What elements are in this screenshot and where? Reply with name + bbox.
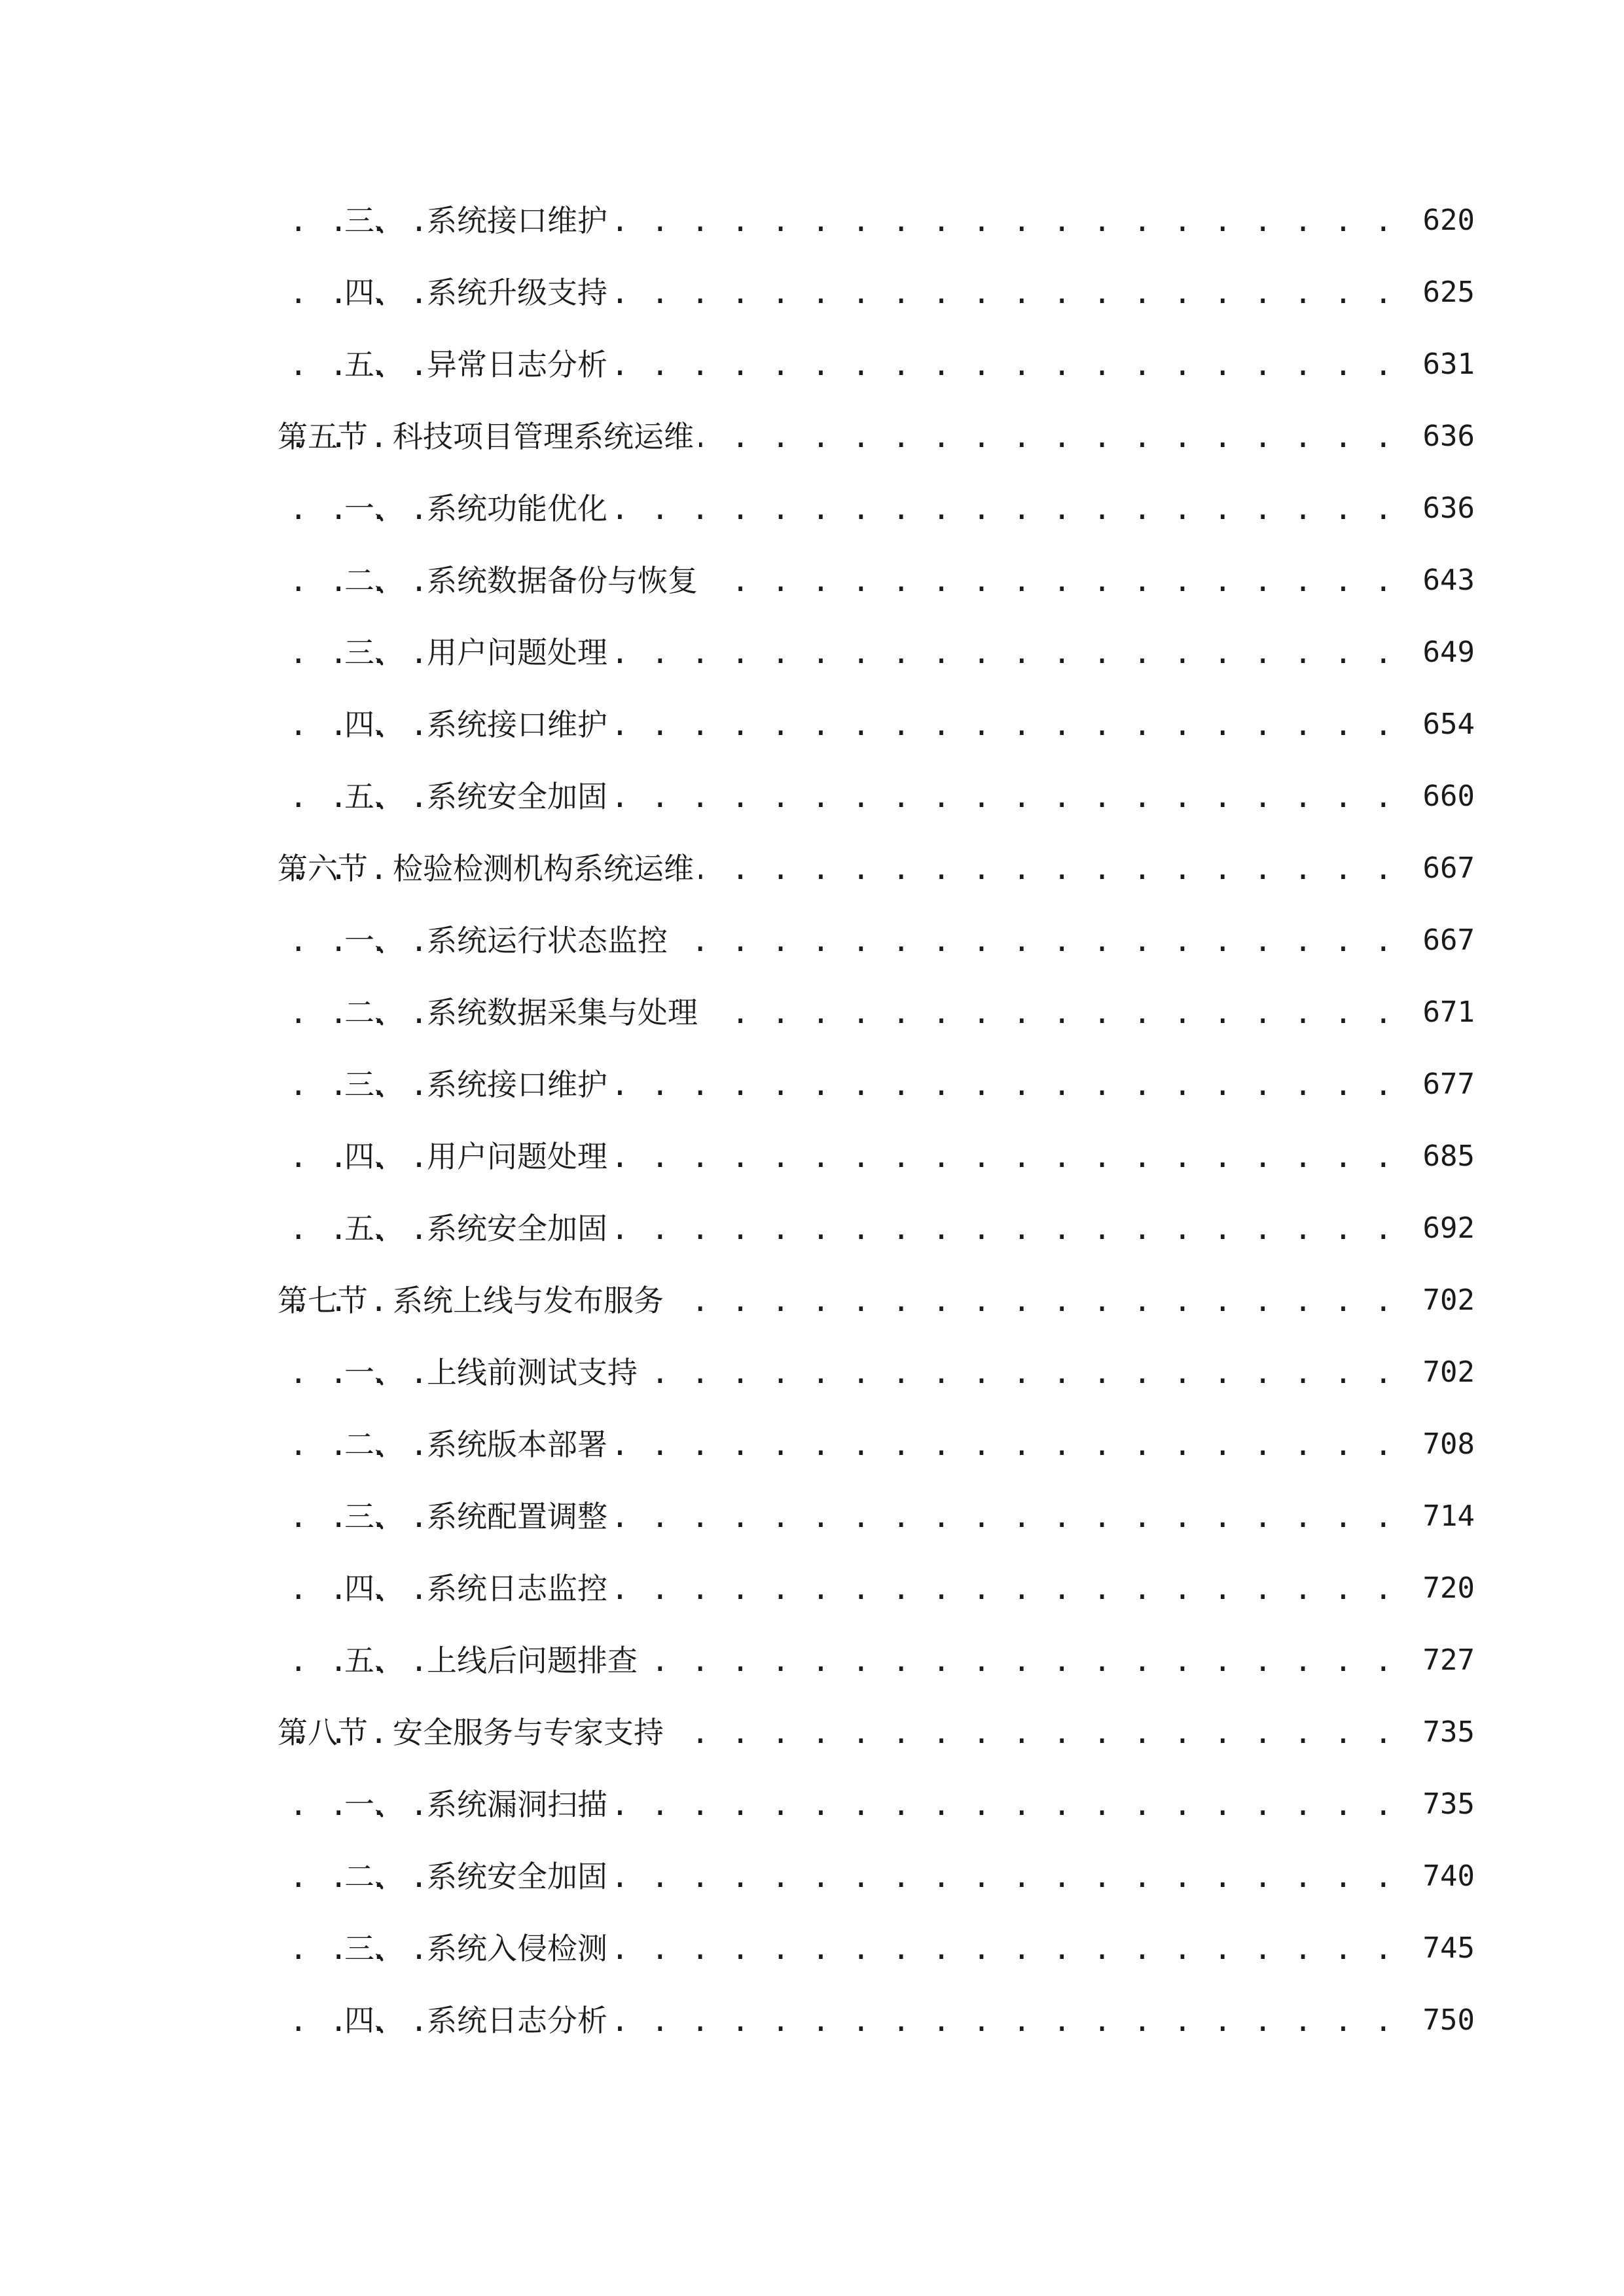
toc-entry-number: 五、 xyxy=(344,779,405,814)
toc-entry-number: 四、 xyxy=(344,275,405,310)
toc-entry-number: 二、 xyxy=(344,995,405,1030)
toc-entry[interactable] xyxy=(0,1624,1624,1696)
toc-entry-page: 720 xyxy=(1400,1552,1475,1624)
toc-entry-page: 643 xyxy=(1400,545,1475,617)
toc-entry-number: 一、 xyxy=(344,491,405,526)
toc-entry-number: 三、 xyxy=(344,1931,405,1966)
toc-section-entry[interactable] xyxy=(0,833,1624,905)
toc-entry-page: 677 xyxy=(1400,1049,1475,1121)
toc-entry-title: 系统升级支持 xyxy=(427,257,613,329)
toc-entry-page: 671 xyxy=(1400,977,1475,1049)
toc-entry-title: 系统运行状态监控 xyxy=(427,905,673,977)
toc-entry-page: 636 xyxy=(1400,401,1475,473)
toc-entry-title: 系统数据备份与恢复 xyxy=(427,545,703,617)
toc-entry-title: 系统入侵检测 xyxy=(427,1912,613,1984)
toc-entry-title: 系统上线与发布服务 xyxy=(393,1265,669,1336)
toc-entry-number: 一、 xyxy=(344,923,405,958)
toc-entry-title: 系统接口维护 xyxy=(427,185,613,257)
toc-entry-title: 异常日志分析 xyxy=(427,329,613,401)
toc-entry-title: 系统功能优化 xyxy=(427,473,613,545)
toc-entry[interactable] xyxy=(0,329,1624,401)
toc-entry-page: 685 xyxy=(1400,1121,1475,1193)
toc-entry-number: 第七节 xyxy=(278,1283,368,1318)
toc-entry-page: 745 xyxy=(1400,1912,1475,1984)
toc-entry-title: 系统版本部署 xyxy=(427,1408,613,1480)
toc-entry[interactable] xyxy=(0,1984,1624,2056)
toc-entry[interactable] xyxy=(0,689,1624,761)
toc-entry-title: 系统接口维护 xyxy=(427,689,613,761)
toc-entry-page: 654 xyxy=(1400,689,1475,761)
toc-entry-page: 714 xyxy=(1400,1480,1475,1552)
toc-entry-title: 系统漏洞扫描 xyxy=(427,1768,613,1840)
toc-entry-page: 750 xyxy=(1400,1984,1475,2056)
toc-entry[interactable] xyxy=(0,761,1624,833)
toc-entry-title: 系统配置调整 xyxy=(427,1480,613,1552)
toc-entry-title: 上线后问题排查 xyxy=(427,1624,643,1696)
toc-entry-page: 667 xyxy=(1400,905,1475,977)
toc-entry-page: 649 xyxy=(1400,617,1475,689)
toc-entry[interactable] xyxy=(0,545,1624,617)
toc-section-entry[interactable] xyxy=(0,1696,1624,1768)
toc-entry-page: 708 xyxy=(1400,1408,1475,1480)
toc-entry-number: 三、 xyxy=(344,1067,405,1102)
toc-entry-number: 第六节 xyxy=(278,851,368,886)
toc-entry-number: 三、 xyxy=(344,203,405,238)
toc-entry-title: 安全服务与专家支持 xyxy=(393,1696,669,1768)
toc-entry-number: 四、 xyxy=(344,1571,405,1606)
toc-section-entry[interactable] xyxy=(0,1265,1624,1336)
toc-entry-page: 660 xyxy=(1400,761,1475,833)
toc-entry[interactable] xyxy=(0,1840,1624,1912)
toc-entry[interactable] xyxy=(0,1408,1624,1480)
toc-entry[interactable] xyxy=(0,1480,1624,1552)
toc-entry-title: 系统数据采集与处理 xyxy=(427,977,703,1049)
toc-entry[interactable] xyxy=(0,1193,1624,1265)
toc-entry[interactable] xyxy=(0,1552,1624,1624)
toc-entry-title: 系统安全加固 xyxy=(427,1193,613,1265)
toc-entry-number: 一、 xyxy=(344,1787,405,1822)
toc-entry-page: 631 xyxy=(1400,329,1475,401)
toc-entry-page: 702 xyxy=(1400,1336,1475,1408)
toc-entry-title: 检验检测机构系统运维 xyxy=(393,833,699,905)
toc-entry-page: 735 xyxy=(1400,1768,1475,1840)
toc-entry-number: 二、 xyxy=(344,1859,405,1894)
toc-entry-title: 系统日志监控 xyxy=(427,1552,613,1624)
toc-entry[interactable] xyxy=(0,905,1624,977)
toc-entry-page: 667 xyxy=(1400,833,1475,905)
toc-entry-number: 三、 xyxy=(344,635,405,670)
toc-entry[interactable] xyxy=(0,977,1624,1049)
toc-entry[interactable] xyxy=(0,1912,1624,1984)
toc-entry-number: 三、 xyxy=(344,1499,405,1534)
toc-entry-number: 四、 xyxy=(344,1139,405,1174)
toc-entry[interactable] xyxy=(0,1336,1624,1408)
toc-entry-number: 二、 xyxy=(344,563,405,598)
toc-entry[interactable] xyxy=(0,185,1624,257)
toc-entry[interactable] xyxy=(0,1768,1624,1840)
toc-entry-title: 用户问题处理 xyxy=(427,617,613,689)
toc-entry-title: 系统安全加固 xyxy=(427,761,613,833)
toc-entry-title: 系统日志分析 xyxy=(427,1984,613,2056)
toc-entry[interactable] xyxy=(0,617,1624,689)
toc-entry-number: 第五节 xyxy=(278,419,368,454)
toc-entry-title: 科技项目管理系统运维 xyxy=(393,401,699,473)
toc-entry-number: 四、 xyxy=(344,707,405,742)
toc-entry-title: 系统接口维护 xyxy=(427,1049,613,1121)
toc-entry-number: 二、 xyxy=(344,1427,405,1462)
toc-entry-number: 五、 xyxy=(344,1211,405,1246)
toc-entry-page: 740 xyxy=(1400,1840,1475,1912)
toc-entry-page: 625 xyxy=(1400,257,1475,329)
toc-entry-number: 四、 xyxy=(344,2003,405,2038)
toc-entry-page: 636 xyxy=(1400,473,1475,545)
toc-entry-title: 上线前测试支持 xyxy=(427,1336,643,1408)
toc-entry[interactable] xyxy=(0,257,1624,329)
toc-entry-number: 五、 xyxy=(344,1643,405,1678)
toc-entry-page: 727 xyxy=(1400,1624,1475,1696)
table-of-contents xyxy=(0,185,1624,2056)
toc-entry-number: 一、 xyxy=(344,1355,405,1390)
toc-entry-page: 702 xyxy=(1400,1265,1475,1336)
toc-section-entry[interactable] xyxy=(0,401,1624,473)
toc-entry[interactable] xyxy=(0,1049,1624,1121)
toc-entry-title: 系统安全加固 xyxy=(427,1840,613,1912)
toc-entry-page: 692 xyxy=(1400,1193,1475,1265)
toc-entry-page: 735 xyxy=(1400,1696,1475,1768)
toc-entry-page: 620 xyxy=(1400,185,1475,257)
toc-entry-title: 用户问题处理 xyxy=(427,1121,613,1193)
toc-entry-number: 五、 xyxy=(344,347,405,382)
toc-entry[interactable] xyxy=(0,473,1624,545)
toc-entry-number: 第八节 xyxy=(278,1715,368,1750)
toc-entry[interactable] xyxy=(0,1121,1624,1193)
